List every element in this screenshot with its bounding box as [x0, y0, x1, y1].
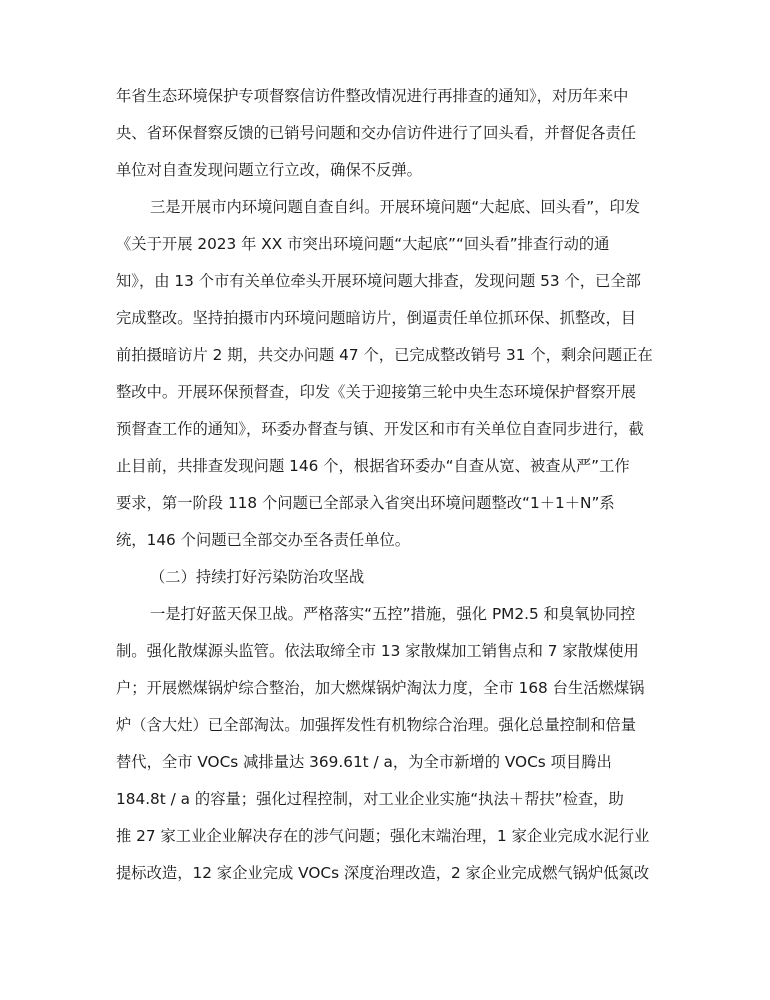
text-line: 止目前，共排查发现问题 146 个，根据省环委办“自查从宽、被查从严”工作	[116, 457, 630, 475]
text-line: 预督查工作的通知》，环委办督查与镇、开发区和市有关单位自查同步进行，截	[116, 420, 644, 438]
text-line: 替代，全市 VOCs 减排量达 369.61t / a，为全市新增的 VOCs 项目腾出	[116, 753, 612, 771]
text-line: 年省生态环境保护专项督察信访件整改情况进行再排查的通知》，对历年来中	[116, 87, 629, 105]
text-line: 要求，第一阶段 118 个问题已全部录入省突出环境问题整改“1＋1＋N”系	[116, 494, 615, 512]
section-heading: （二）持续打好污染防治攻坚战	[150, 568, 365, 586]
text-line: 前拍摄暗访片 2 期，共交办问题 47 个，已完成整改销号 31 个，剩余问题正在	[116, 346, 653, 364]
text-line: 184.8t / a 的容量；强化过程控制，对工业企业实施“执法＋帮扶”检查，助	[116, 790, 624, 808]
paragraph-start-line: 三是开展市内环境问题自查自纠。开展环境问题“大起底、回头看”，印发	[150, 198, 641, 216]
text-line: 央、省环保督察反馈的已销号问题和交办信访件进行了回头看，并督促各责任	[116, 124, 637, 142]
text-line: 推 27 家工业企业解决存在的涉气问题；强化末端治理，1 家企业完成水泥行业	[116, 827, 650, 845]
text-line: 制。强化散煤源头监管。依法取缔全市 13 家散煤加工销售点和 7 家散煤使用	[116, 642, 639, 660]
paragraph-start-line: 一是打好蓝天保卫战。严格落实“五控”措施，强化 PM2.5 和臭氧协同控	[150, 605, 636, 623]
text-line: 炉（含大灶）已全部淘汰。加强挥发性有机物综合治理。强化总量控制和倍量	[116, 716, 637, 734]
text-line: 统，146 个问题已全部交办至各责任单位。	[116, 531, 411, 549]
text-line: 完成整改。坚持拍摄市内环境问题暗访片，倒逼责任单位抓环保、抓整改，目	[116, 309, 637, 327]
text-line: 户；开展燃煤锅炉综合整治，加大燃煤锅炉淘汰力度，全市 168 台生活燃煤锅	[116, 679, 645, 697]
document-page	[116, 78, 661, 892]
text-line: 《关于开展 2023 年 XX 市突出环境问题“大起底”“回头看”排查行动的通	[116, 235, 610, 253]
text-line: 整改中。开展环保预督查，印发《关于迎接第三轮中央生态环境保护督察开展	[116, 383, 637, 401]
text-line: 知》，由 13 个市有关单位牵头开展环境问题大排查，发现问题 53 个，已全部	[116, 272, 641, 290]
text-line: 提标改造，12 家企业完成 VOCs 深度治理改造，2 家企业完成燃气锅炉低氮改	[116, 864, 650, 882]
text-line: 单位对自查发现问题立行立改，确保不反弹。	[116, 161, 422, 179]
